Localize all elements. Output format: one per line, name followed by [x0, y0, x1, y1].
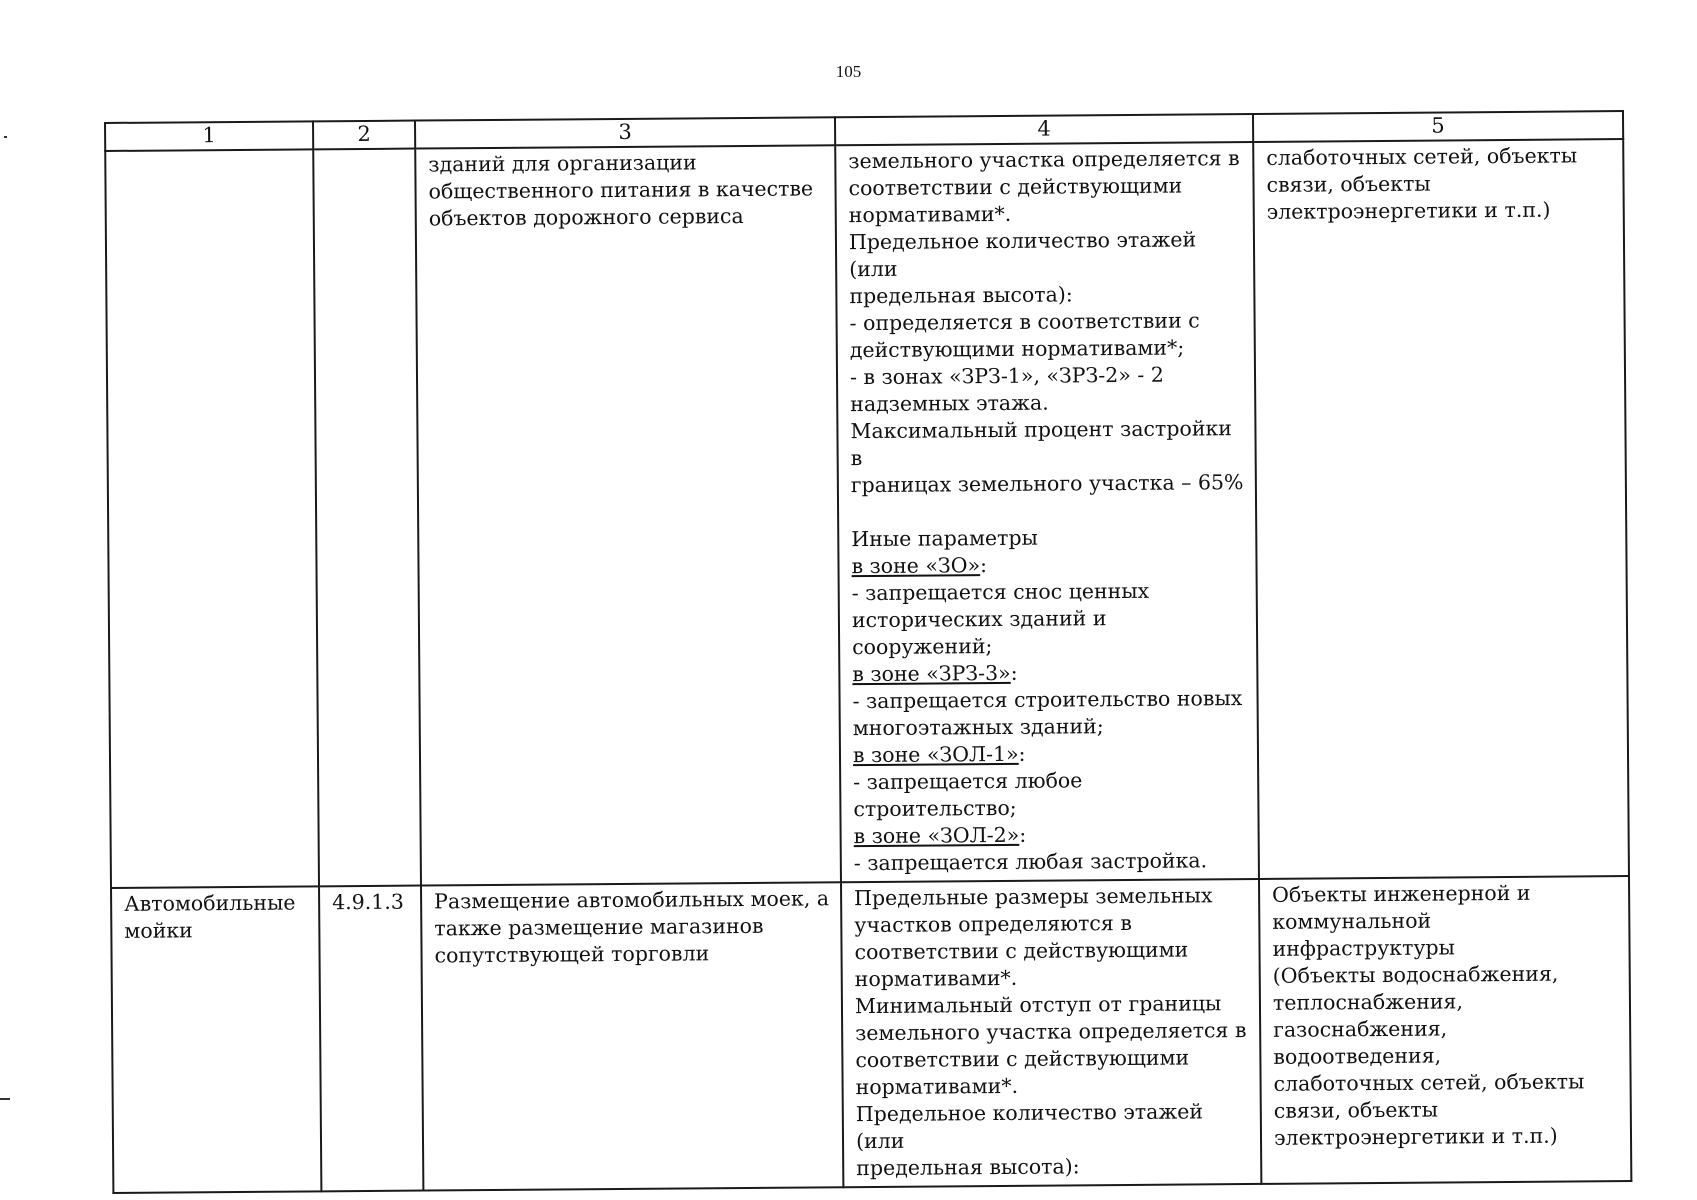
- zone-label: в зоне «ЗОЛ-1»: [852, 741, 1019, 768]
- zone-colon: :: [1019, 822, 1027, 847]
- param-heading: Иные параметры: [851, 525, 1038, 552]
- table-row: [105, 139, 1629, 888]
- table-row: [111, 876, 1631, 1193]
- cell-description: зданий для организации общественного питания в качестве объектов дорожного сервиса: [415, 145, 841, 885]
- zone-label: в зоне «ЗО»: [851, 553, 981, 579]
- zone-heading: [851, 550, 1245, 580]
- param-text: - определяется в соответствии с действующими нормативами*;: [849, 308, 1200, 363]
- zone-text: - запрещается любое строительство;: [853, 768, 1083, 822]
- margin-mark-top: [4, 136, 7, 138]
- cell-description: Размещение автомобильных моек, а также размещение магазинов сопутствующей торговли: [421, 882, 843, 1190]
- header-col-3: 3: [415, 117, 835, 148]
- cell-code: [313, 149, 421, 887]
- cell-auxiliary: слаботочных сетей, объекты связи, объекты электроэнергетики и т.п.): [1253, 139, 1629, 879]
- cell-code: 4.9.1.3: [319, 886, 423, 1192]
- regulations-table: [104, 110, 1632, 1194]
- zone-heading: [852, 658, 1246, 688]
- zone-colon: :: [979, 553, 988, 578]
- cell-parameters: Предельные размеры земельных участков определяются в соответствии с действующими нормативами*. Минимальный отступ от границы земельного участка определяется в соответствии с действующими нормативами*. Предельное количество этажей (или предельная высота):: [841, 879, 1261, 1187]
- header-col-1: 1: [105, 121, 313, 151]
- zone-colon: :: [1010, 660, 1018, 685]
- param-text: Максимальный процент застройки в границах земельного участка – 65%: [850, 416, 1244, 498]
- cell-parameters: [835, 142, 1259, 882]
- cell-use-type: [105, 149, 319, 888]
- page-number: 105: [835, 62, 862, 81]
- zone-heading: [853, 739, 1247, 769]
- param-text: земельного участка определяется в соответствии с действующими нормативами*.: [848, 146, 1240, 228]
- header-col-2: 2: [313, 121, 415, 150]
- zone-colon: :: [1018, 741, 1026, 766]
- zone-text: - запрещается снос ценных исторических зданий и сооружений;: [851, 578, 1150, 660]
- margin-mark-bottom: [0, 1098, 10, 1100]
- cell-use-type: Автомобильные мойки: [111, 886, 321, 1193]
- cell-auxiliary: Объекты инженерной и коммунальной инфраструктуры (Объекты водоснабжения, теплоснабжения, газоснабжения, водоотведения, слаботочных сетей, объекты связи, объекты электроэнергетики и т.п.): [1259, 876, 1631, 1184]
- zone-text: - запрещается любая застройка.: [853, 848, 1208, 876]
- zone-label: в зоне «ЗОЛ-2»: [853, 822, 1020, 849]
- param-text: Предельное количество этажей (или предельная высота):: [848, 227, 1197, 309]
- zone-heading: [854, 820, 1248, 850]
- paragraph-gap: [851, 496, 1245, 526]
- zone-text: - запрещается строительство новых многоэтажных зданий;: [852, 686, 1243, 741]
- header-col-4: 4: [835, 114, 1253, 145]
- param-text: - в зонах «ЗРЗ-1», «ЗРЗ-2» - 2 надземных этажа.: [849, 362, 1164, 417]
- header-col-5: 5: [1253, 111, 1623, 142]
- zone-label: в зоне «ЗРЗ-3»: [852, 660, 1011, 687]
